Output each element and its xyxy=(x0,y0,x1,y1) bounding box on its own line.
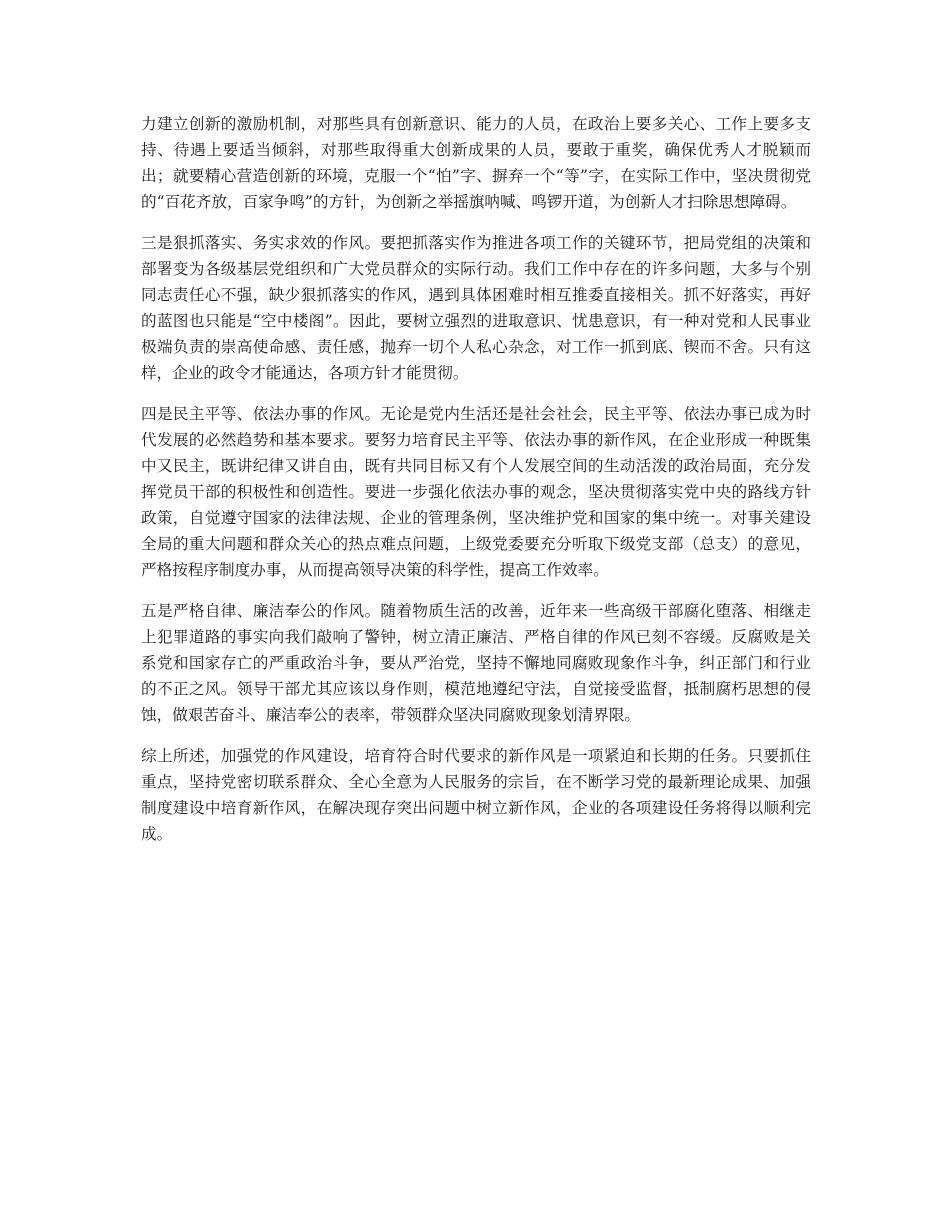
document-body xyxy=(141,111,811,862)
paragraph-implementation-style: 三是狠抓落实、务实求效的作风。要把抓落实作为推进各项工作的关键环节，把局党组的决策和部署变为各级基层党组织和广大党员群众的实际行动。我们工作中存在的许多问题，大多与个别同志责任心不强，缺少狠抓落实的作风，遇到具体困难时相互推委直接相关。抓不好落实，再好的蓝图也只能是“空中楼阁”。因此，要树立强烈的进取意识、忧患意识，有一种对党和人民事业极端负责的崇高使命感、责任感，抛弃一切个人私心杂念，对工作一抓到底、锲而不舍。只有这样，企业的政令才能通达，各项方针才能贯彻。 xyxy=(141,234,811,382)
paragraph-democracy-law-style: 四是民主平等、依法办事的作风。无论是党内生活还是社会社会，民主平等、依法办事已成为时代发展的必然趋势和基本要求。要努力培育民主平等、依法办事的新作风，在企业形成一种既集中又民主，既讲纪律又讲自由，既有共同目标又有个人发展空间的生动活泼的政治局面，充分发挥党员干部的积极性和创造性。要进一步强化依法办事的观念，坚决贯彻落实党中央的路线方针政策，自觉遵守国家的法律法规、企业的管理条例，坚决维护党和国家的集中统一。对事关建设全局的重大问题和群众关心的热点难点问题，上级党委要充分听取下级党支部（总支）的意见，严格按程序制度办事，从而提高领导决策的科学性，提高工作效率。 xyxy=(141,405,811,579)
paragraph-conclusion: 综上所述，加强党的作风建设，培育符合时代要求的新作风是一项紧迫和长期的任务。只要抓住重点，坚持党密切联系群众、全心全意为人民服务的宗旨，在不断学习党的最新理论成果、加强制度建设中培育新作风，在解决现存突出问题中树立新作风，企业的各项建设任务将得以顺利完成。 xyxy=(141,747,811,843)
paragraph-innovation-incentive: 力建立创新的激励机制，对那些具有创新意识、能力的人员，在政治上要多关心、工作上要多支持、待遇上要适当倾斜，对那些取得重大创新成果的人员，要敢于重奖，确保优秀人才脱颖而出；就要精心营造创新的环境，克服一个“怕”字、摒弃一个“等”字，在实际工作中，坚决贯彻党的“百花齐放，百家争鸣”的方针，为创新之举摇旗呐喊、鸣锣开道，为创新人才扫除思想障碍。 xyxy=(141,115,811,211)
paragraph-self-discipline-style: 五是严格自律、廉洁奉公的作风。随着物质生活的改善，近年来一些高级干部腐化堕落、相继走上犯罪道路的事实向我们敲响了警钟，树立清正廉洁、严格自律的作风已刻不容缓。反腐败是关系党和国家存亡的严重政治斗争，要从严治党，坚持不懈地同腐败现象作斗争，纠正部门和行业的不正之风。领导干部尤其应该以身作则，模范地遵纪守法，自觉接受监督，抵制腐朽思想的侵蚀，做艰苦奋斗、廉洁奉公的表率，带领群众坚决同腐败现象划清界限。 xyxy=(141,602,811,724)
